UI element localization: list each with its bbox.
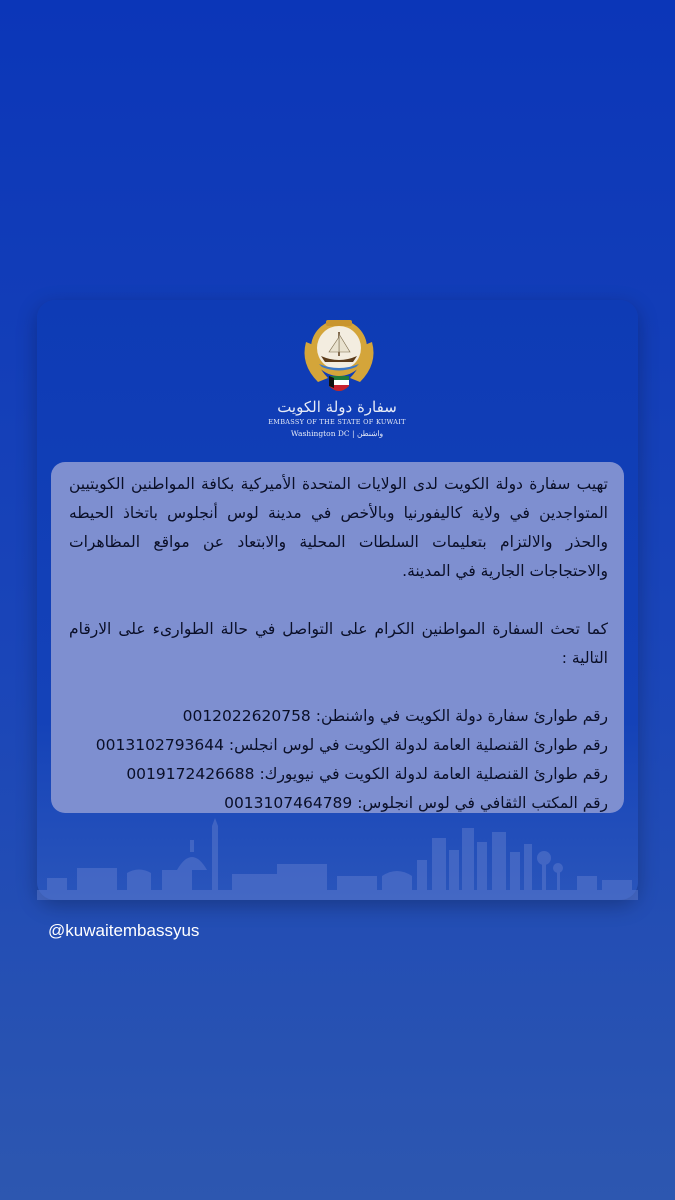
emergency-number-cultural-office: رقم المكتب الثقافي في لوس انجلوس: 0013107464789: [224, 794, 608, 812]
embassy-name-arabic: سفارة دولة الكويت: [277, 398, 397, 416]
embassy-city: Washington DC | واشنطن: [290, 429, 384, 438]
emergency-number-la-consulate: رقم طوارئ القنصلية العامة لدولة الكويت في لوس انجلس: 0013102793644: [95, 736, 608, 754]
skyline-illustration: [37, 818, 638, 900]
emergency-number-washington: رقم طوارئ سفارة دولة الكويت في واشنطن: 0012022620758: [182, 707, 608, 725]
emergency-number-ny-consulate: رقم طوارئ القنصلية العامة لدولة الكويت في نيويورك: 0019172426688: [126, 765, 608, 783]
announcement-paragraph-2: كما تحث السفارة المواطنين الكرام على التواصل في حالة الطوارىء على الارقام التالية :: [69, 620, 608, 667]
embassy-name-english: EMBASSY OF THE STATE OF KUWAIT: [268, 418, 406, 426]
announcement-paragraph-1: تهيب سفارة دولة الكويت لدى الولايات المتحدة الأميركية بكافة المواطنين الكويتيين المتواجدين في ولاية كاليفورنيا وبالأخص في مدينة لوس أنجلوس باتخاذ الحيطه والحذر والالتزام بتعليمات السلطات المحلية والابتعاد عن مواقع المظاهرات والاحتجاجات الجارية في المدينة.: [69, 475, 608, 580]
instagram-handle: @kuwaitembassyus: [48, 921, 200, 940]
kuwait-emblem-icon: [296, 312, 382, 400]
announcement-text-box: [51, 462, 624, 813]
